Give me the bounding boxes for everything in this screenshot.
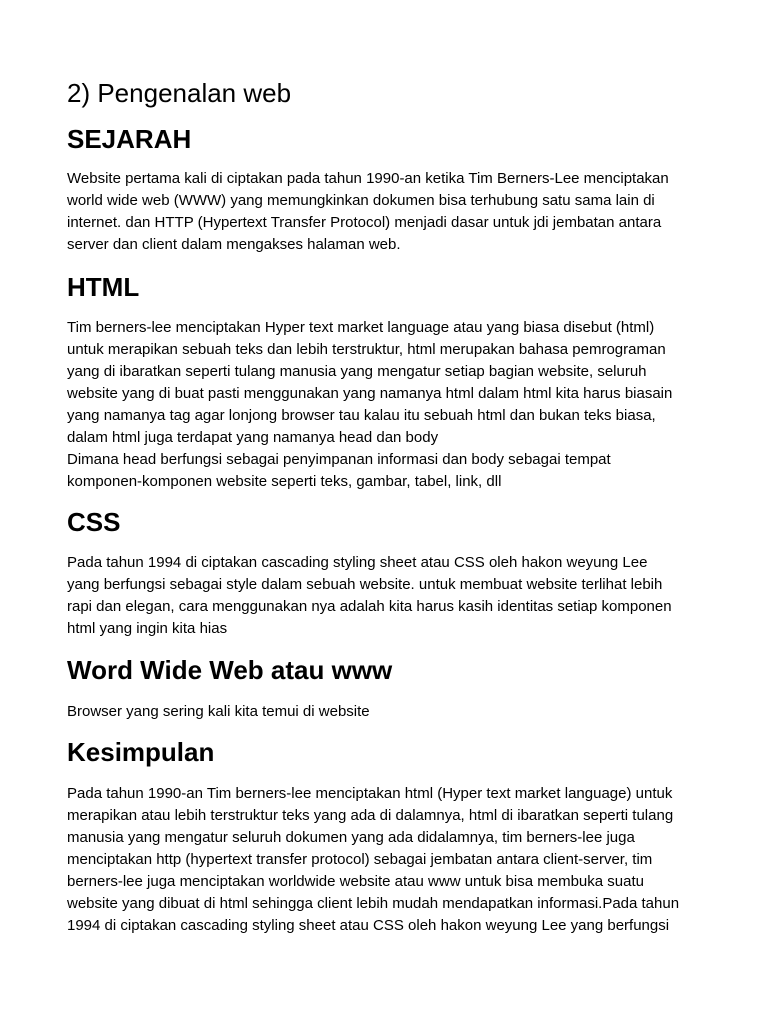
paragraph-line: menciptakan http (hypertext transfer protocol) sebagai jembatan antara client-server, tim [67,851,653,868]
section-body-www [67,701,707,723]
section-body-kesimpulan [67,783,707,937]
paragraph-line: server dan client dalam mengakses halaman web. [67,236,401,253]
paragraph-line: website yang dibuat di html sehingga client lebih mudah mendapatkan informasi.Pada tahun [67,895,680,912]
paragraph-line: world wide web (WWW) yang memungkinkan dokumen bisa terhubung satu sama lain di [67,192,655,209]
section-body-css [67,552,707,640]
paragraph-line: berners-lee juga menciptakan worldwide website atau www untuk bisa membuka suatu [67,873,644,890]
paragraph-line: html yang ingin kita hias [67,620,228,637]
paragraph-line: Pada tahun 1994 di ciptakan cascading styling sheet atau CSS oleh hakon weyung Lee [67,554,648,571]
paragraph-line: Website pertama kali di ciptakan pada tahun 1990-an ketika Tim Berners-Lee menciptakan [67,170,669,187]
document-title: 2) Pengenalan web [67,78,292,108]
paragraph-line: Pada tahun 1990-an Tim berners-lee menciptakan html (Hyper text market language) untuk [67,785,673,802]
section-heading-html: HTML [67,272,140,302]
paragraph-line: komponen-komponen website seperti teks, gambar, tabel, link, dll [67,473,502,490]
paragraph-line: yang di ibaratkan seperti tulang manusia yang mengatur setiap bagian website, seluruh [67,363,647,380]
paragraph-line: yang namanya tag agar lonjong browser tau kalau itu sebuah html dan bukan teks biasa, [67,407,656,424]
section-heading-css: CSS [67,507,121,537]
paragraph-line: internet. dan HTTP (Hypertext Transfer Protocol) menjadi dasar untuk jdi jembatan antara [67,214,662,231]
paragraph-line: rapi dan elegan, cara menggunakan nya adalah kita harus kasih identitas setiap komponen [67,598,672,615]
section-body-html [67,317,707,493]
section-body-sejarah [67,168,707,256]
section-heading-kesimpulan: Kesimpulan [67,737,215,767]
paragraph-line: website yang di buat pasti menggunakan yang namanya html dalam html kita harus biasain [67,385,673,402]
paragraph-line: Dimana head berfungsi sebagai penyimpanan informasi dan body sebagai tempat [67,451,611,468]
paragraph-line: dalam html juga terdapat yang namanya head dan body [67,429,439,446]
paragraph-line: untuk merapikan sebuah teks dan lebih terstruktur, html merupakan bahasa pemrograman [67,341,666,358]
paragraph-line: 1994 di ciptakan cascading styling sheet atau CSS oleh hakon weyung Lee yang berfungsi [67,917,670,934]
paragraph-line: Browser yang sering kali kita temui di website [67,703,370,720]
section-heading-www: Word Wide Web atau www [67,655,393,685]
paragraph-line: Tim berners-lee menciptakan Hyper text market language atau yang biasa disebut (html) [67,319,655,336]
paragraph-line: merapikan atau lebih terstruktur teks yang ada di dalamnya, html di ibaratkan seperti tulang [67,807,674,824]
section-heading-sejarah: SEJARAH [67,124,192,154]
paragraph-line: yang berfungsi sebagai style dalam sebuah website. untuk membuat website terlihat lebih [67,576,663,593]
paragraph-line: manusia yang mengatur seluruh dokumen yang ada didalamnya, tim berners-lee juga [67,829,635,846]
